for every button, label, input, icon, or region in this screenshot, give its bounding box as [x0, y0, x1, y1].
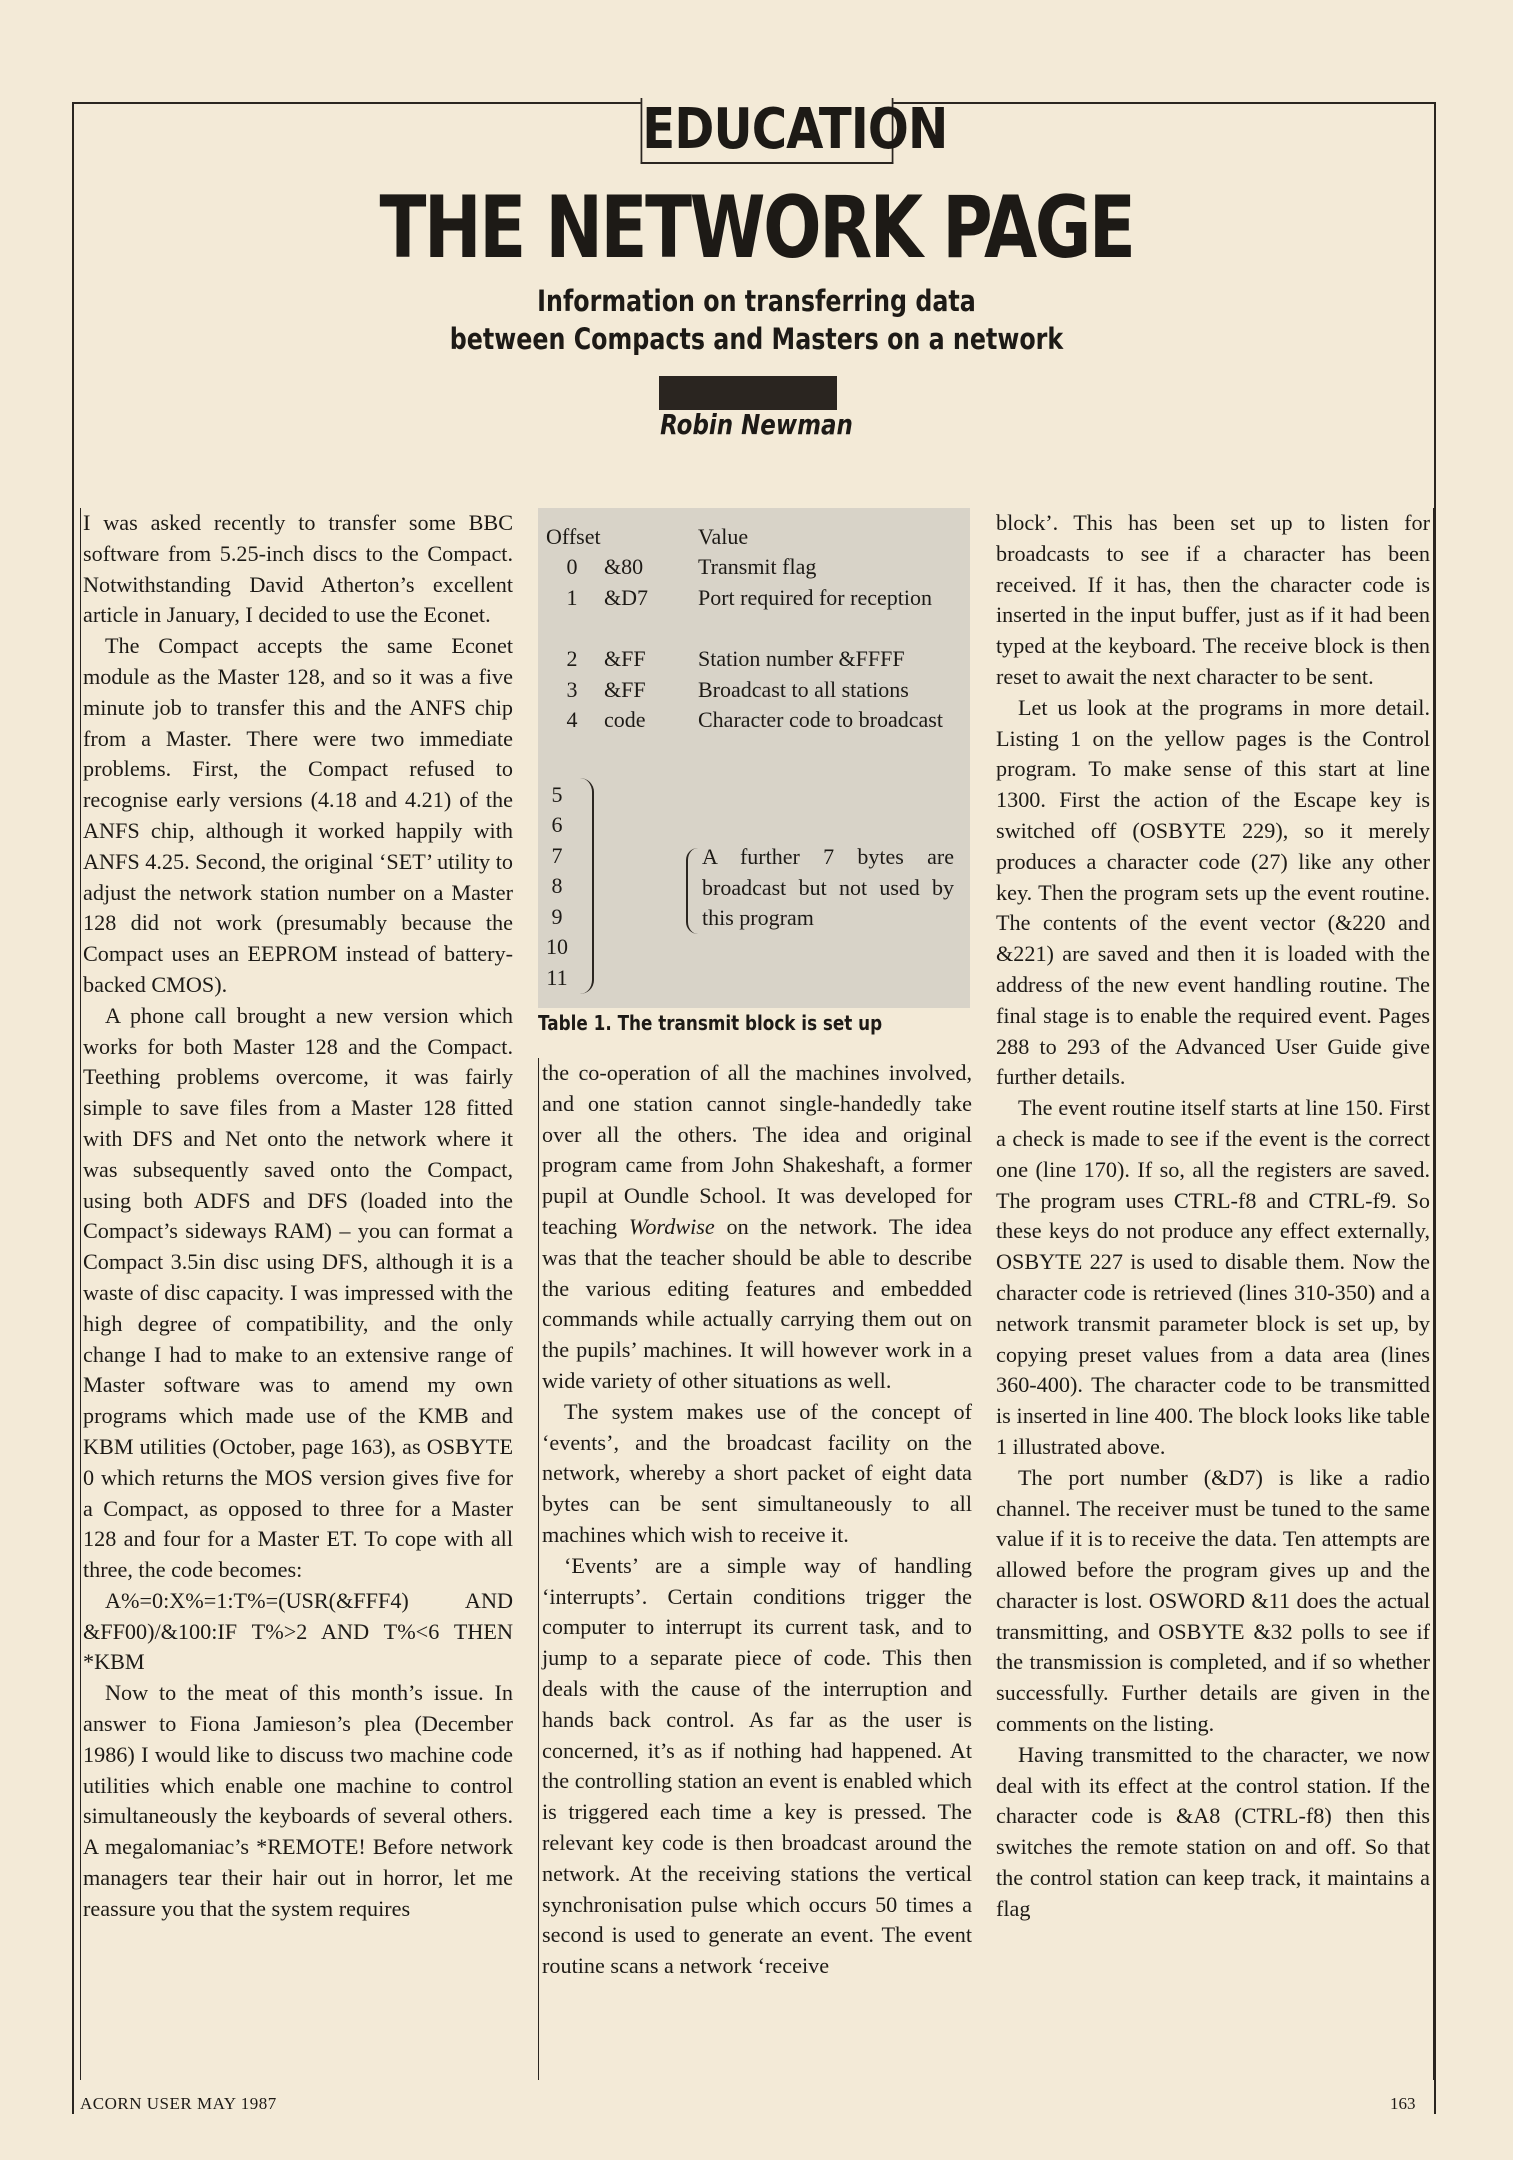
page-frame-right: [1434, 102, 1436, 2114]
table-header-offset: Offset: [546, 524, 601, 549]
left-brace: [580, 778, 594, 994]
table-cell-value: Transmit flag: [698, 554, 817, 579]
table-cell-value: Station number &FFFF: [698, 646, 905, 671]
table-cell-offset: 4: [566, 707, 578, 732]
table-cell-value: Character code to broadcast: [698, 707, 943, 732]
page-title: THE NETWORK PAGE: [379, 178, 1134, 278]
code-snippet: A%=0:X%=1:T%=(USR(&FFF4) AND &FF00)/&100:IF T%>2 AND T%<6 THEN *KBM: [83, 1587, 513, 1675]
table-cell-offset: 3: [566, 677, 578, 702]
article-column-2: [538, 1058, 972, 2080]
text-run: on the network. The idea was that the teacher should be able to describe the various editing features and embedded commands while actually carrying them out on the pupils’ machines. It will however work in a wide variety of other situations as well.: [542, 1213, 973, 1393]
paragraph: A phone call brought a new version which works for both Master 128 and the Compact. Teething problems overcome, it was fairly simple to save files from a Master 128 fitted with DFS and Net onto the network where it was subsequently saved onto the Compact, using both ADFS and DFS (loaded into the Compact’s sideways RAM) – you can format a Compact 3.5in disc using DFS, although it is a waste of disc capacity. I was impressed with the high degree of compatibility, and the only change I had to make to an extensive range of Master software was to amend my own programs which made use of the KMB and KBM utilities (October, page 163), as OSBYTE 0 which returns the MOS version gives five for a Compact, as opposed to three for a Master 128 and four for a Master ET. To cope with all three, the code becomes:: [83, 1002, 513, 1583]
author-bar: [659, 376, 837, 410]
paragraph: The Compact accepts the same Econet module as the Master 128, and so it was a five minute job to transfer this and the ANFS chip from a Master. There were two immediate problems. First, the Compact refused to recognise early versions (4.18 and 4.21) of the ANFS chip, although it worked happily with ANFS 4.25. Second, the original ‘SET’ utility to adjust the network station number on a Master 128 did not work (presumably because the Compact uses an EEPROM instead of battery-backed CMOS).: [83, 633, 513, 997]
section-kicker: EDUCATION: [642, 97, 948, 162]
table-cell-offset: 2: [566, 646, 578, 671]
page-frame-left: [72, 102, 74, 2114]
table-cell-hex: &80: [604, 554, 644, 579]
further-bytes-note: A further 7 bytes are broadcast but not used by this program: [702, 844, 954, 930]
paragraph: block’. This has been set up to listen for broadcasts to see if a character has been received. If it has, then the character code is inserted in the input buffer, just as if it had been typed at the keyboard. The receive block is then reset to await the next character to be sent.: [996, 510, 1430, 689]
text-run: the co-operation of all the machines involved, and one station cannot single-handedly take over all the others. The idea and original program came from John Shakeshaft, a former pupil at Oundle School. It was developed for teaching: [542, 1060, 972, 1239]
subtitle-line-1: Information on transferring data: [537, 284, 976, 318]
paragraph: I was asked recently to transfer some BBC software from 5.25-inch discs to the Compact. Notwithstanding David Atherton’s excellent article in January, I decided to use the Econet.: [83, 510, 513, 628]
paragraph: Now to the meat of this month’s issue. In answer to Fiona Jamieson’s plea (December 1986) I would like to discuss two machine code utilities which enable one machine to control simultaneously the keyboards of several others. A megalomaniac’s *REMOTE! Before network managers tear their hair out in horror, let me reassure you that the system requires: [83, 1680, 513, 1921]
table-cell-hex: &FF: [604, 677, 646, 702]
subtitle-line-2: between Compacts and Masters on a network: [449, 322, 1064, 356]
right-brace: [686, 848, 698, 934]
table-cell-offset: 0: [566, 554, 578, 579]
table-cell-offset: 7: [551, 843, 563, 868]
paragraph: The port number (&D7) is like a radio channel. The receiver must be tuned to the same value if it is to receive the data. Ten attempts are allowed before the program gives up and the character is lost. OSWORD &11 does the actual transmitting, and OSBYTE &32 polls to see if the transmission is completed, and if so whether successfully. Further details are given in the comments on the listing.: [996, 1464, 1430, 1737]
table-header-value: Value: [698, 524, 749, 549]
table-cell-offset: 5: [551, 782, 563, 807]
author-byline: Robin Newman: [660, 408, 853, 441]
table-cell-hex: &D7: [604, 585, 648, 610]
subtitle: [136, 282, 1377, 358]
paragraph: Having transmitted to the character, we now deal with its effect at the control station. If the character code is &A8 (CTRL-f8) then this switches the remote station on and off. So that the control station can keep track, it maintains a flag: [996, 1741, 1430, 1921]
paragraph: ‘Events’ are a simple way of handling ‘interrupts’. Certain conditions trigger the computer to interrupt its current task, and to jump to a separate piece of code. This then deals with the cause of the interruption and hands back control. As far as the user is concerned, it’s as if nothing had happened. At the controlling station an event is enabled which is triggered each time a key is pressed. The relevant key code is then broadcast around the network. At the receiving stations the vertical synchronisation pulse which occurs 50 times a second is used to generate an event. The event routine scans a network ‘receive: [542, 1552, 972, 1979]
table-cell-offset: 9: [551, 904, 563, 929]
article-column-1: [80, 508, 513, 2080]
paragraph: Let us look at the programs in more detail. Listing 1 on the yellow pages is the Control program. To make sense of this start at line 1300. First the action of the Escape key is switched off (OSBYTE 229), so it merely produces a character code (27) like any other key. Then the program sets up the event routine. The contents of the event vector (&220 and &221) are saved and then it is loaded with the address of the new event handling routine. The final stage is to enable the required event. Pages 288 to 293 of the Advanced User Guide give further details.: [996, 694, 1430, 1090]
paragraph: The system makes use of the concept of ‘events’, and the broadcast facility on the network, whereby a short packet of eight data bytes can be sent simultaneously to all machines which wish to receive it.: [542, 1398, 972, 1547]
transmit-block-table: [538, 508, 970, 1008]
table-cell-hex: &FF: [604, 646, 646, 671]
paragraph: The event routine itself starts at line 150. First a check is made to see if the event is the correct one (line 170). If so, all the registers are saved. The program uses CTRL-f8 and CTRL-f9. So these keys do not produce any effect externally, OSBYTE 227 is used to disable them. Now the character code is retrieved (lines 310-350) and a network transmit parameter block is set up, by copying preset values from a data area (lines 360-400). The character code to be transmitted is inserted in line 400. The block looks like table 1 illustrated above.: [996, 1095, 1430, 1459]
table-cell-value: Port required for reception: [698, 585, 932, 610]
table-cell-hex: code: [604, 707, 646, 732]
footer-publication: ACORN USER MAY 1987: [80, 2094, 277, 2113]
table-cell-offset: 6: [551, 812, 563, 837]
table-caption: Table 1. The transmit block is set up: [538, 1011, 883, 1035]
table-cell-offset: 11: [546, 965, 568, 990]
italic-title: Wordwise: [628, 1213, 715, 1239]
paragraph: [542, 1058, 972, 1397]
article-column-3: [996, 508, 1434, 2080]
page-number: 163: [1390, 2094, 1416, 2113]
table-cell-value: Broadcast to all stations: [698, 677, 909, 702]
table-cell-offset: 1: [566, 585, 578, 610]
table-cell-offset: 10: [546, 934, 568, 959]
table-cell-offset: 8: [551, 873, 563, 898]
